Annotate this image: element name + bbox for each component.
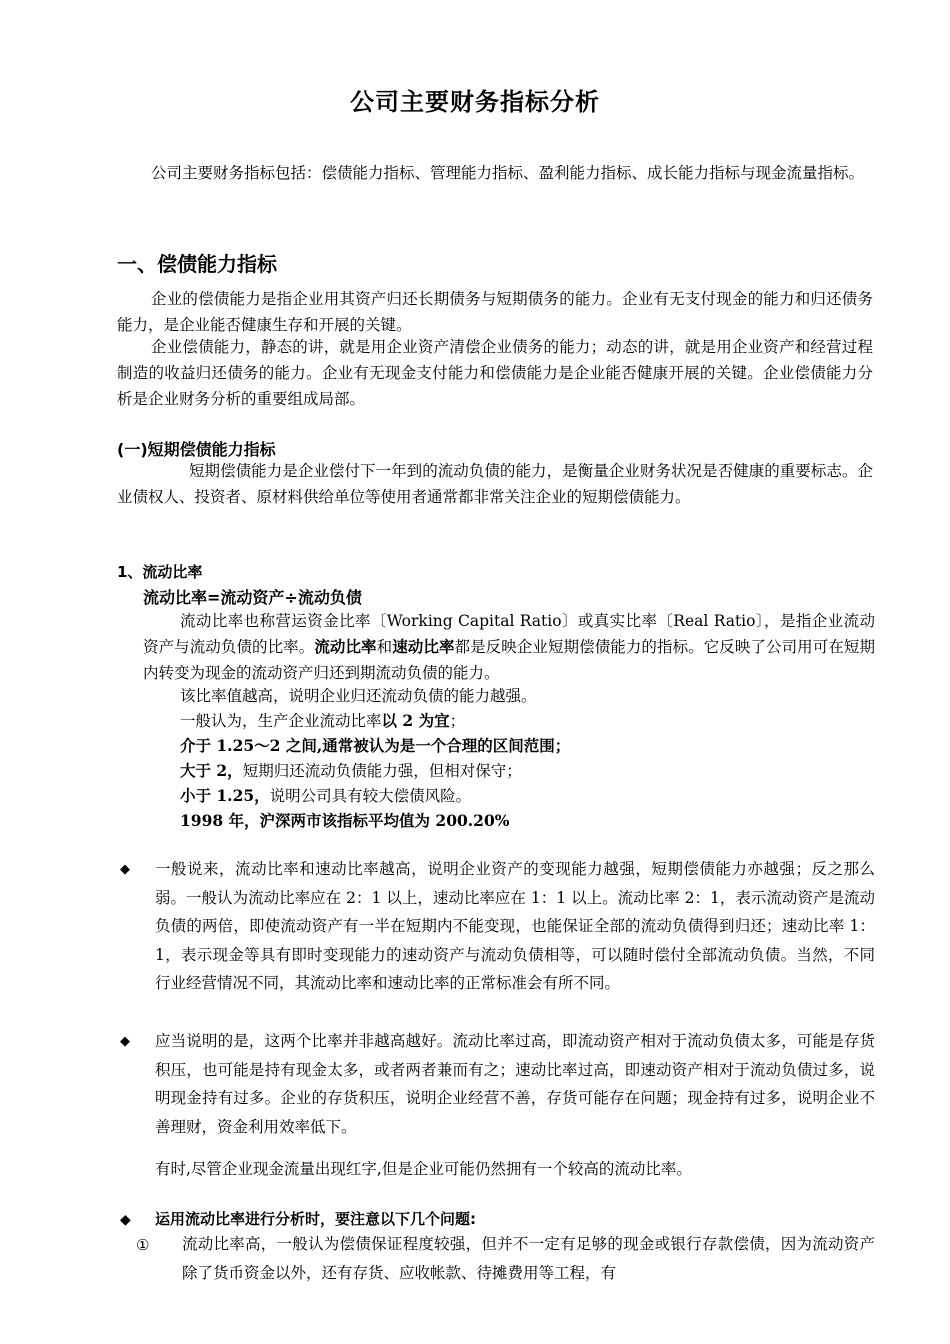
ratio-line-4-bold: 大于 2， — [180, 761, 243, 780]
item-heading-current-ratio: 1、流动比率 — [117, 563, 203, 581]
ratio-line-2-end: ； — [449, 712, 466, 730]
bullet-heading-3: 运用流动比率进行分析时，要注意以下几个问题: — [155, 1210, 477, 1228]
section-heading-solvency: 一、偿债能力指标 — [117, 252, 277, 276]
bullet-diamond-icon: ◆ — [120, 1034, 130, 1049]
conjunction-and: 和 — [376, 638, 393, 656]
ratio-line-5-text: 说明公司具有较大偿债风险。 — [269, 787, 472, 805]
short-term-paragraph: 短期偿债能力是企业偿付下一年到的流动负债的能力，是衡量企业财务状况是否健康的重要标志。企业债权人、投资者、原材料供给单位等使用者通常都非常关注企业的短期偿债能力。 — [117, 462, 873, 506]
ratio-line-5-bold: 小于 1.25， — [180, 786, 270, 805]
ratio-line-3: 介于 1.25～2 之间,通常被认为是一个合理的区间范围； — [180, 736, 571, 755]
term-quick-ratio: 速动比率 — [392, 637, 455, 656]
ratio-line-2-text: 一般认为，生产企业流动比率 — [180, 712, 382, 730]
intro-paragraph: 公司主要财务指标包括：偿债能力指标、管理能力指标、盈利能力指标、成长能力指标与现金流量指标。 — [151, 164, 865, 182]
ratio-line-2-bold: 以 2 为宜 — [381, 711, 450, 730]
ratio-line-1: 该比率值越高，说明企业归还流动负债的能力越强。 — [180, 687, 537, 705]
circled-number-1-icon: ① — [136, 1236, 150, 1254]
ratio-line-4 — [180, 758, 522, 784]
ratio-line-2 — [180, 708, 465, 734]
current-ratio-formula: 流动比率=流动资产÷流动负债 — [143, 588, 362, 607]
solvency-paragraph-1: 企业的偿债能力是指企业用其资产归还长期债务与短期债务的能力。企业有无支付现金的能力和归还债务能力，是企业能否健康生存和开展的关键。 — [117, 290, 873, 334]
description-text-a: 流动比率也称营运资金比率〔Working Capital Ratio〕或真实比率〔Real Ratio〕，是指企业流动资产与流动负债的比率。 — [143, 612, 875, 656]
description-text-c: 都是反映企业短期偿债能力的指标。它反映了公司用可在短期内转变为现金的流动资产归还到期流动负债的能力。 — [143, 638, 875, 682]
numbered-paragraph-1: 流动比率高，一般认为偿债保证程度较强，但并不一定有足够的现金或银行存款偿债，因为流动资产除了货币资金以外，还有存货、应收帐款、待摊费用等工程，有 — [182, 1235, 875, 1282]
subsection-heading-short-term: (一)短期偿债能力指标 — [117, 440, 276, 459]
solvency-paragraph-2: 企业偿债能力，静态的讲，就是用企业资产清偿企业债务的能力；动态的讲，就是用企业资产和经营过程制造的收益归还债务的能力。企业有无现金支付能力和偿债能力是企业能否健康开展的关键。企业偿债能力分析是企业财务分析的重要组成局部。 — [117, 338, 873, 408]
ratio-line-5 — [180, 783, 471, 809]
bullet-paragraph-2: 应当说明的是，这两个比率并非越高越好。流动比率过高，即流动资产相对于流动负债太多，可能是存货积压，也可能是持有现金太多，或者两者兼而有之；速动比率过高，即速动资产相对于流动负债过多，说明现金持有过多。企业的存货积压，说明企业经营不善，存货可能存在问题；现金持有过多，说明企业不善理财，资金利用效率低下。 — [155, 1032, 875, 1136]
bullet-diamond-icon: ◆ — [120, 862, 130, 877]
bullet-diamond-icon: ◆ — [120, 1212, 131, 1228]
bullet-paragraph-2-extra: 有时,尽管企业现金流量出现红字,但是企业可能仍然拥有一个较高的流动比率。 — [155, 1160, 692, 1178]
current-ratio-description — [143, 608, 875, 686]
bullet-paragraph-1: 一般说来，流动比率和速动比率越高，说明企业资产的变现能力越强，短期偿债能力亦越强；反之那么弱。一般认为流动比率应在 2：1 以上，速动比率应在 1：1 以上。流动比率 2：1，表示流动资产是流动负债的两倍，即使流动资产有一半在短期内不能变现，也能保证全部的流动负债得到归还；速动比率 1：1，表示现金等具有即时变现能力的速动资产与流动负债相等，可以随时偿付全部流动负债。当然，不同行业经营情况不同，其流动比率和速动比率的正常标准会有所不同。 — [155, 860, 875, 992]
document-title: 公司主要财务指标分析 — [350, 88, 600, 116]
ratio-line-4-text: 短期归还流动负债能力强，但相对保守； — [242, 762, 522, 780]
term-current-ratio: 流动比率 — [314, 637, 377, 656]
ratio-line-6: 1998 年，沪深两市该指标平均值为 200.20% — [180, 811, 510, 830]
